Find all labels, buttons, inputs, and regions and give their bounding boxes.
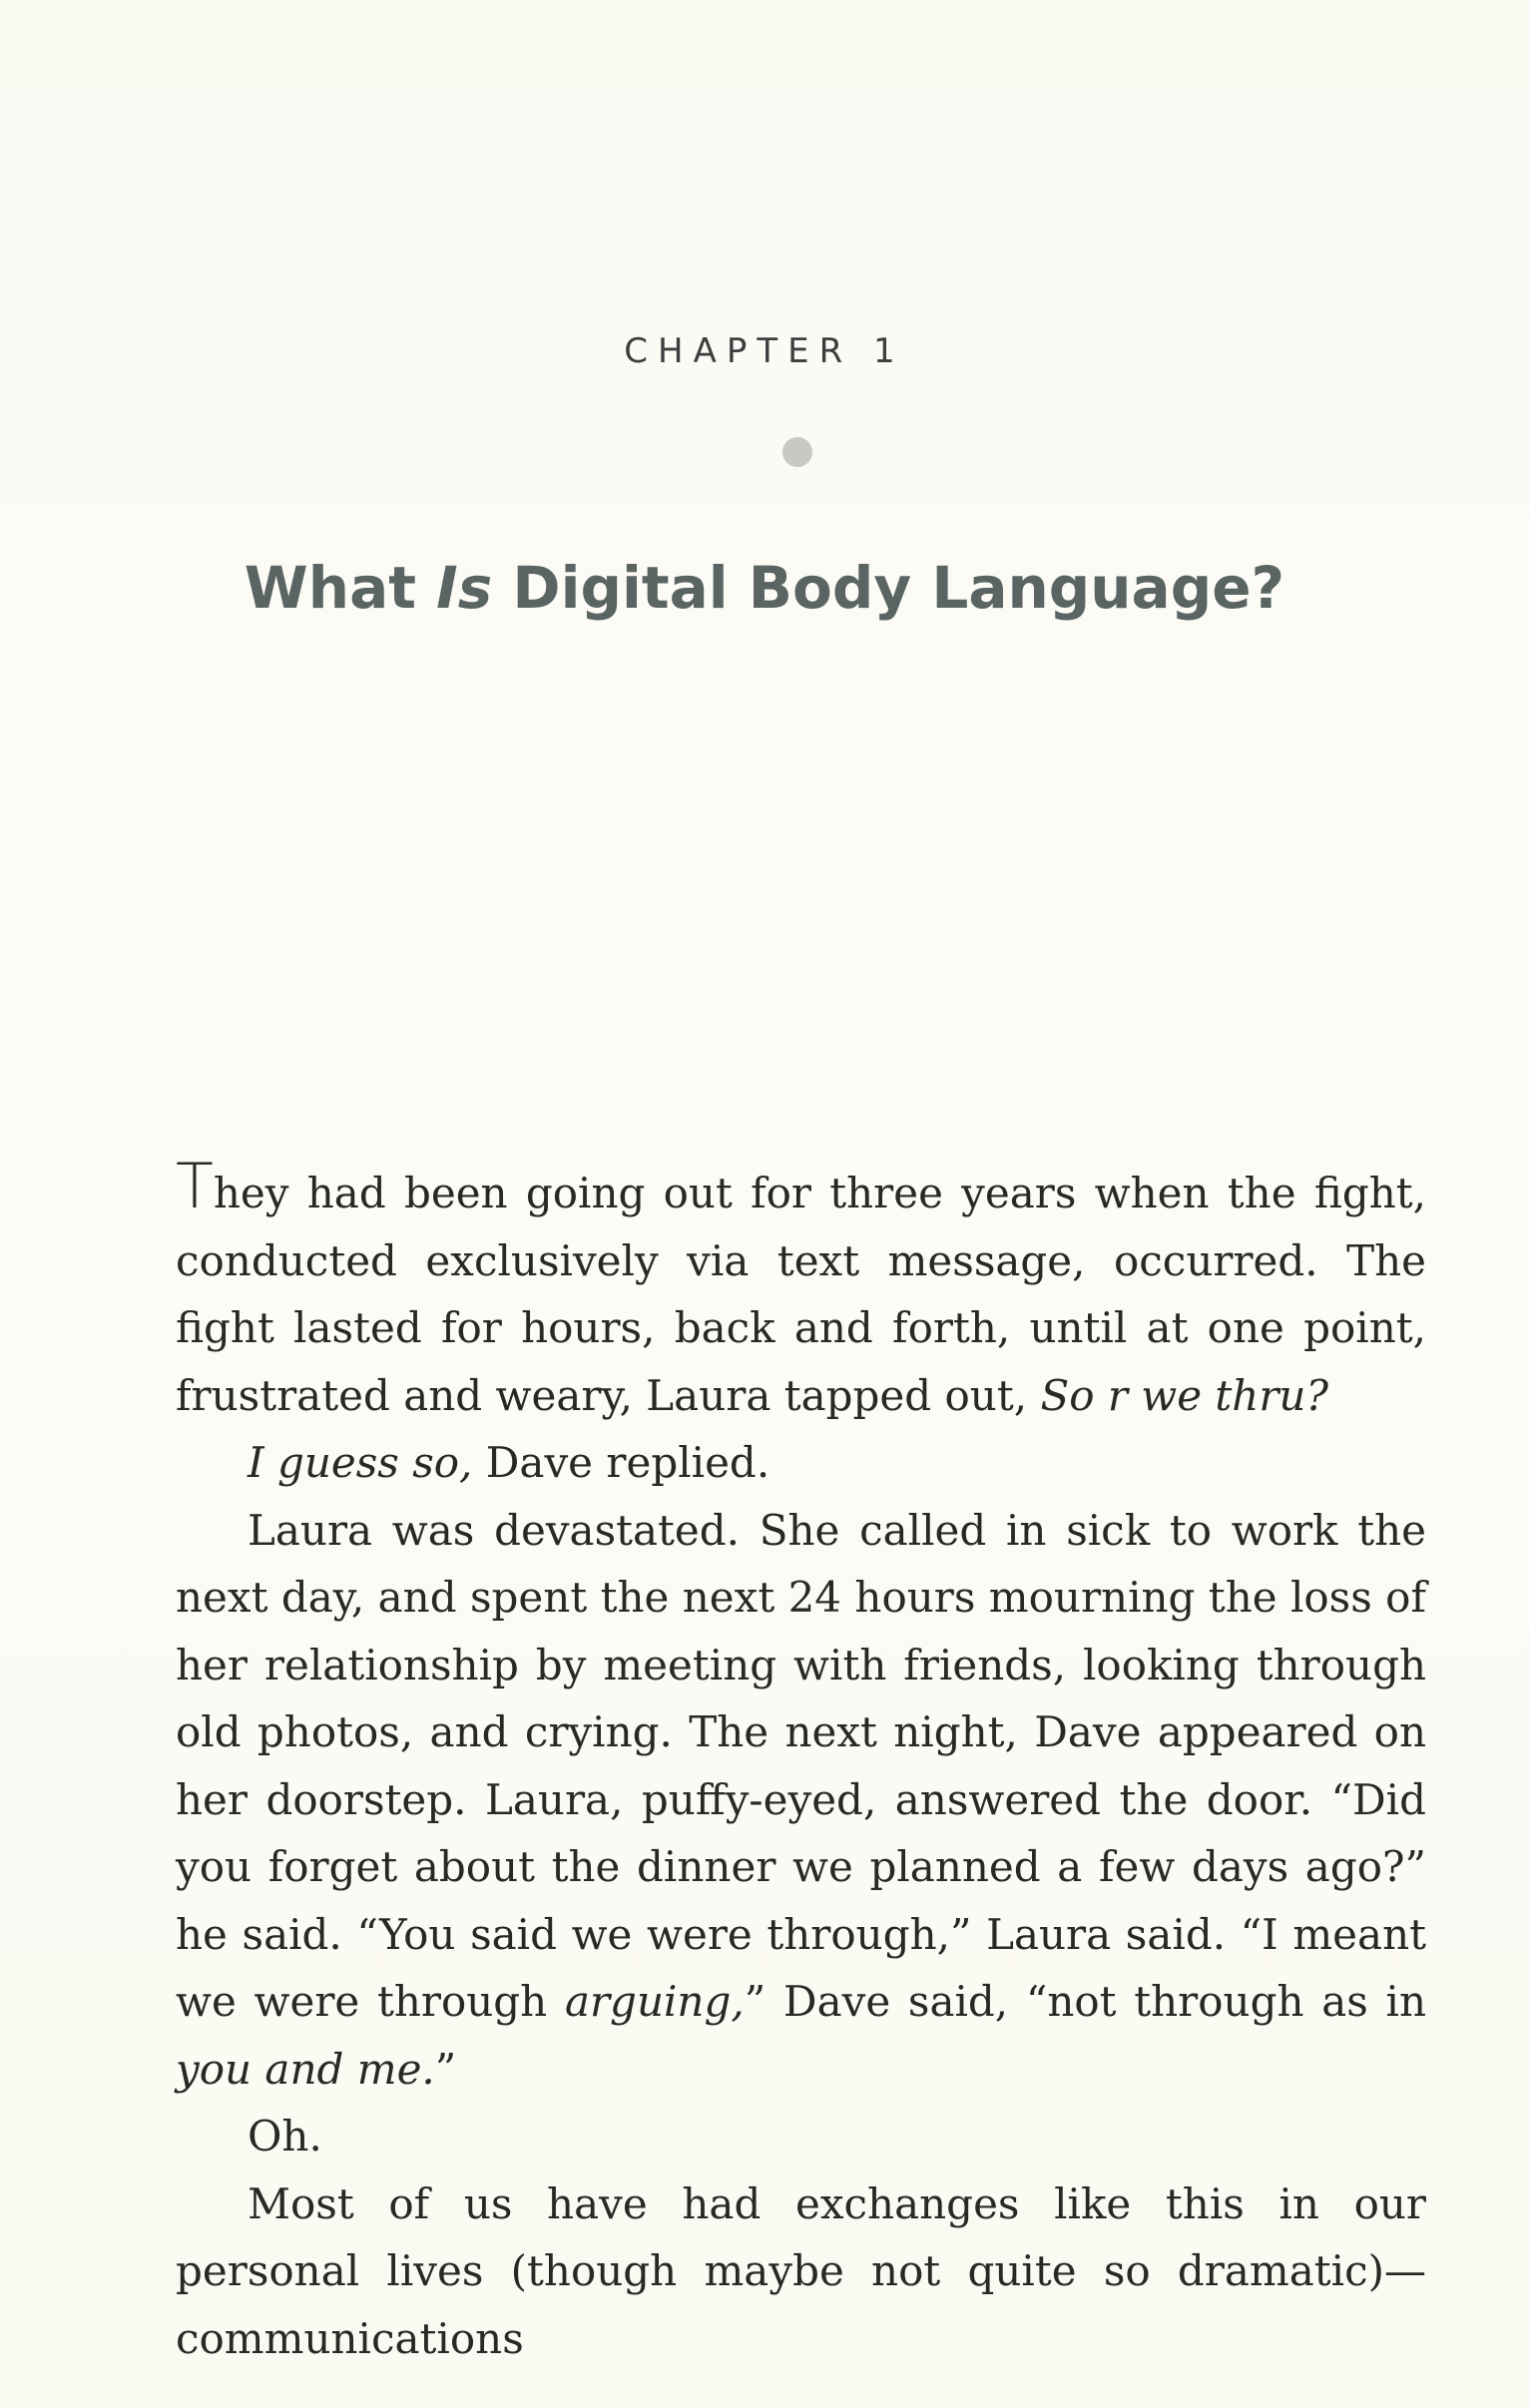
- paragraph-1: [176, 1150, 1426, 1429]
- paragraph-4: Oh.: [248, 2112, 322, 2161]
- paragraph-3-italic-2: you and me.: [176, 2044, 435, 2094]
- drop-cap: T: [176, 1150, 214, 1222]
- paragraph-5: Most of us have had exchanges like this in our personal lives (though maybe not quite so dramatic)—communications: [176, 2178, 1426, 2363]
- paragraph-1-italic: So r we thru?: [1040, 1370, 1329, 1420]
- paragraph-3-mid: ” Dave said, “not through as in: [744, 1977, 1426, 2026]
- chapter-title: [0, 554, 1529, 622]
- paragraph-3-italic: arguing,: [564, 1977, 745, 2026]
- chapter-title-end: Digital Body Language?: [492, 554, 1285, 622]
- body-text: [176, 1150, 1426, 2372]
- paragraph-2: [176, 1429, 1426, 1497]
- paragraph-3-end: ”: [434, 2044, 457, 2094]
- paragraph-2-text: Dave replied.: [472, 1438, 770, 1487]
- paragraph-2-italic: I guess so,: [248, 1438, 473, 1487]
- ornament-dot: [782, 437, 812, 467]
- chapter-label: CHAPTER 1: [624, 331, 905, 371]
- chapter-title-italic: Is: [436, 554, 493, 622]
- paragraph-3: [176, 1497, 1426, 2104]
- paragraph-3-text: Laura was devastated. She called in sick to work the next day, and spent the next 24 hours mourning the loss of her relationship by meeting with friends, looking through old photos, and crying. The next night, Dave appeared on her doorstep. Laura, puffy-eyed, answered the door. “Did you forget about the dinner we planned a few days ago?” he said. “You said we were through,” Laura said. “I meant we were through: [176, 1505, 1426, 2026]
- paragraph-1-text: hey had been going out for three years when the fight, conducted exclusively via text message, occurred. The fight lasted for hours, back and forth, until at one point, frustrated and weary, Laura tapped out,: [176, 1169, 1426, 1420]
- chapter-title-start: What: [244, 554, 437, 622]
